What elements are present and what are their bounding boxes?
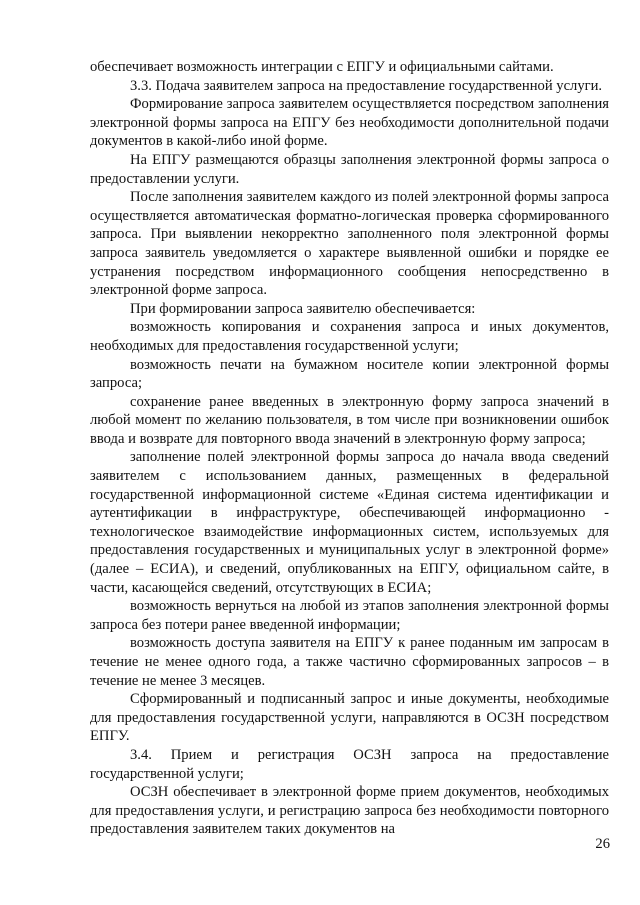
paragraph-13: Сформированный и подписанный запрос и иные документы, необходимые для предоставления государственной услуги, направляются в ОСЗН посредством ЕПГУ.: [90, 691, 609, 745]
paragraph-7: возможность копирования и сохранения запроса и иных документов, необходимых для предоставления государственной услуги;: [90, 319, 609, 354]
paragraph-9: сохранение ранее введенных в электронную форму запроса значений в любой момент по желанию пользователя, в том числе при возникновении ошибок ввода и возврате для повторного ввода значений в электронную форму запроса;: [90, 393, 609, 447]
paragraph-5: После заполнения заявителем каждого из полей электронной формы запроса осуществляется автоматическая форматно-логическая проверка сформированного запроса. При выявлении некорректно заполненного поля электронной формы запроса заявитель уведомляется о характере выявленной ошибки и порядке ее устранения посредством информационного сообщения непосредственно в электронной форме запроса.: [90, 189, 609, 299]
paragraph-14: 3.4. Прием и регистрация ОСЗН запроса на предоставление государственной услуги;: [90, 746, 609, 782]
paragraph-8: возможность печати на бумажном носителе копии электронной формы запроса;: [90, 356, 609, 392]
page-number: 26: [595, 836, 610, 852]
paragraph-10: заполнение полей электронной формы запроса до начала ввода сведений заявителем с использованием данных, размещенных в федеральной государственной информационной системе «Единая система идентификации и аутентификации в инфраструктуре, обеспечивающей информационно - технологическое взаимодействие информационных систем, используемых для предоставления государственных и муниципальных услуг в электронной форме» (далее – ЕСИА), и сведений, опубликованных на ЕПГУ, официальном сайте, в части, касающейся сведений, отсутствующих в ЕСИА;: [90, 449, 609, 596]
document-body: [90, 58, 609, 839]
paragraph-11: возможность вернуться на любой из этапов заполнения электронной формы запроса без потери ранее введенной информации;: [90, 598, 609, 633]
paragraph-3: Формирование запроса заявителем осуществляется посредством заполнения электронной формы запроса на ЕПГУ без необходимости дополнительной подачи документов в какой-либо иной форме.: [90, 96, 609, 150]
paragraph-4: На ЕПГУ размещаются образцы заполнения электронной формы запроса о предоставлении услуги.: [90, 151, 609, 187]
paragraph-1: обеспечивает возможность интеграции с ЕПГУ и официальными сайтами.: [90, 59, 554, 75]
paragraph-15: ОСЗН обеспечивает в электронной форме прием документов, необходимых для предоставления услуги, и регистрацию запроса без необходимости повторного предоставления заявителем таких документов на: [90, 784, 609, 838]
paragraph-12: возможность доступа заявителя на ЕПГУ к ранее поданным им запросам в течение не менее одного года, а также частично сформированных запросов – в течение не менее 3 месяцев.: [90, 635, 609, 689]
paragraph-2: 3.3. Подача заявителем запроса на предоставление государственной услуги.: [130, 77, 603, 94]
paragraph-6: При формировании запроса заявителю обеспечивается:: [130, 300, 476, 317]
